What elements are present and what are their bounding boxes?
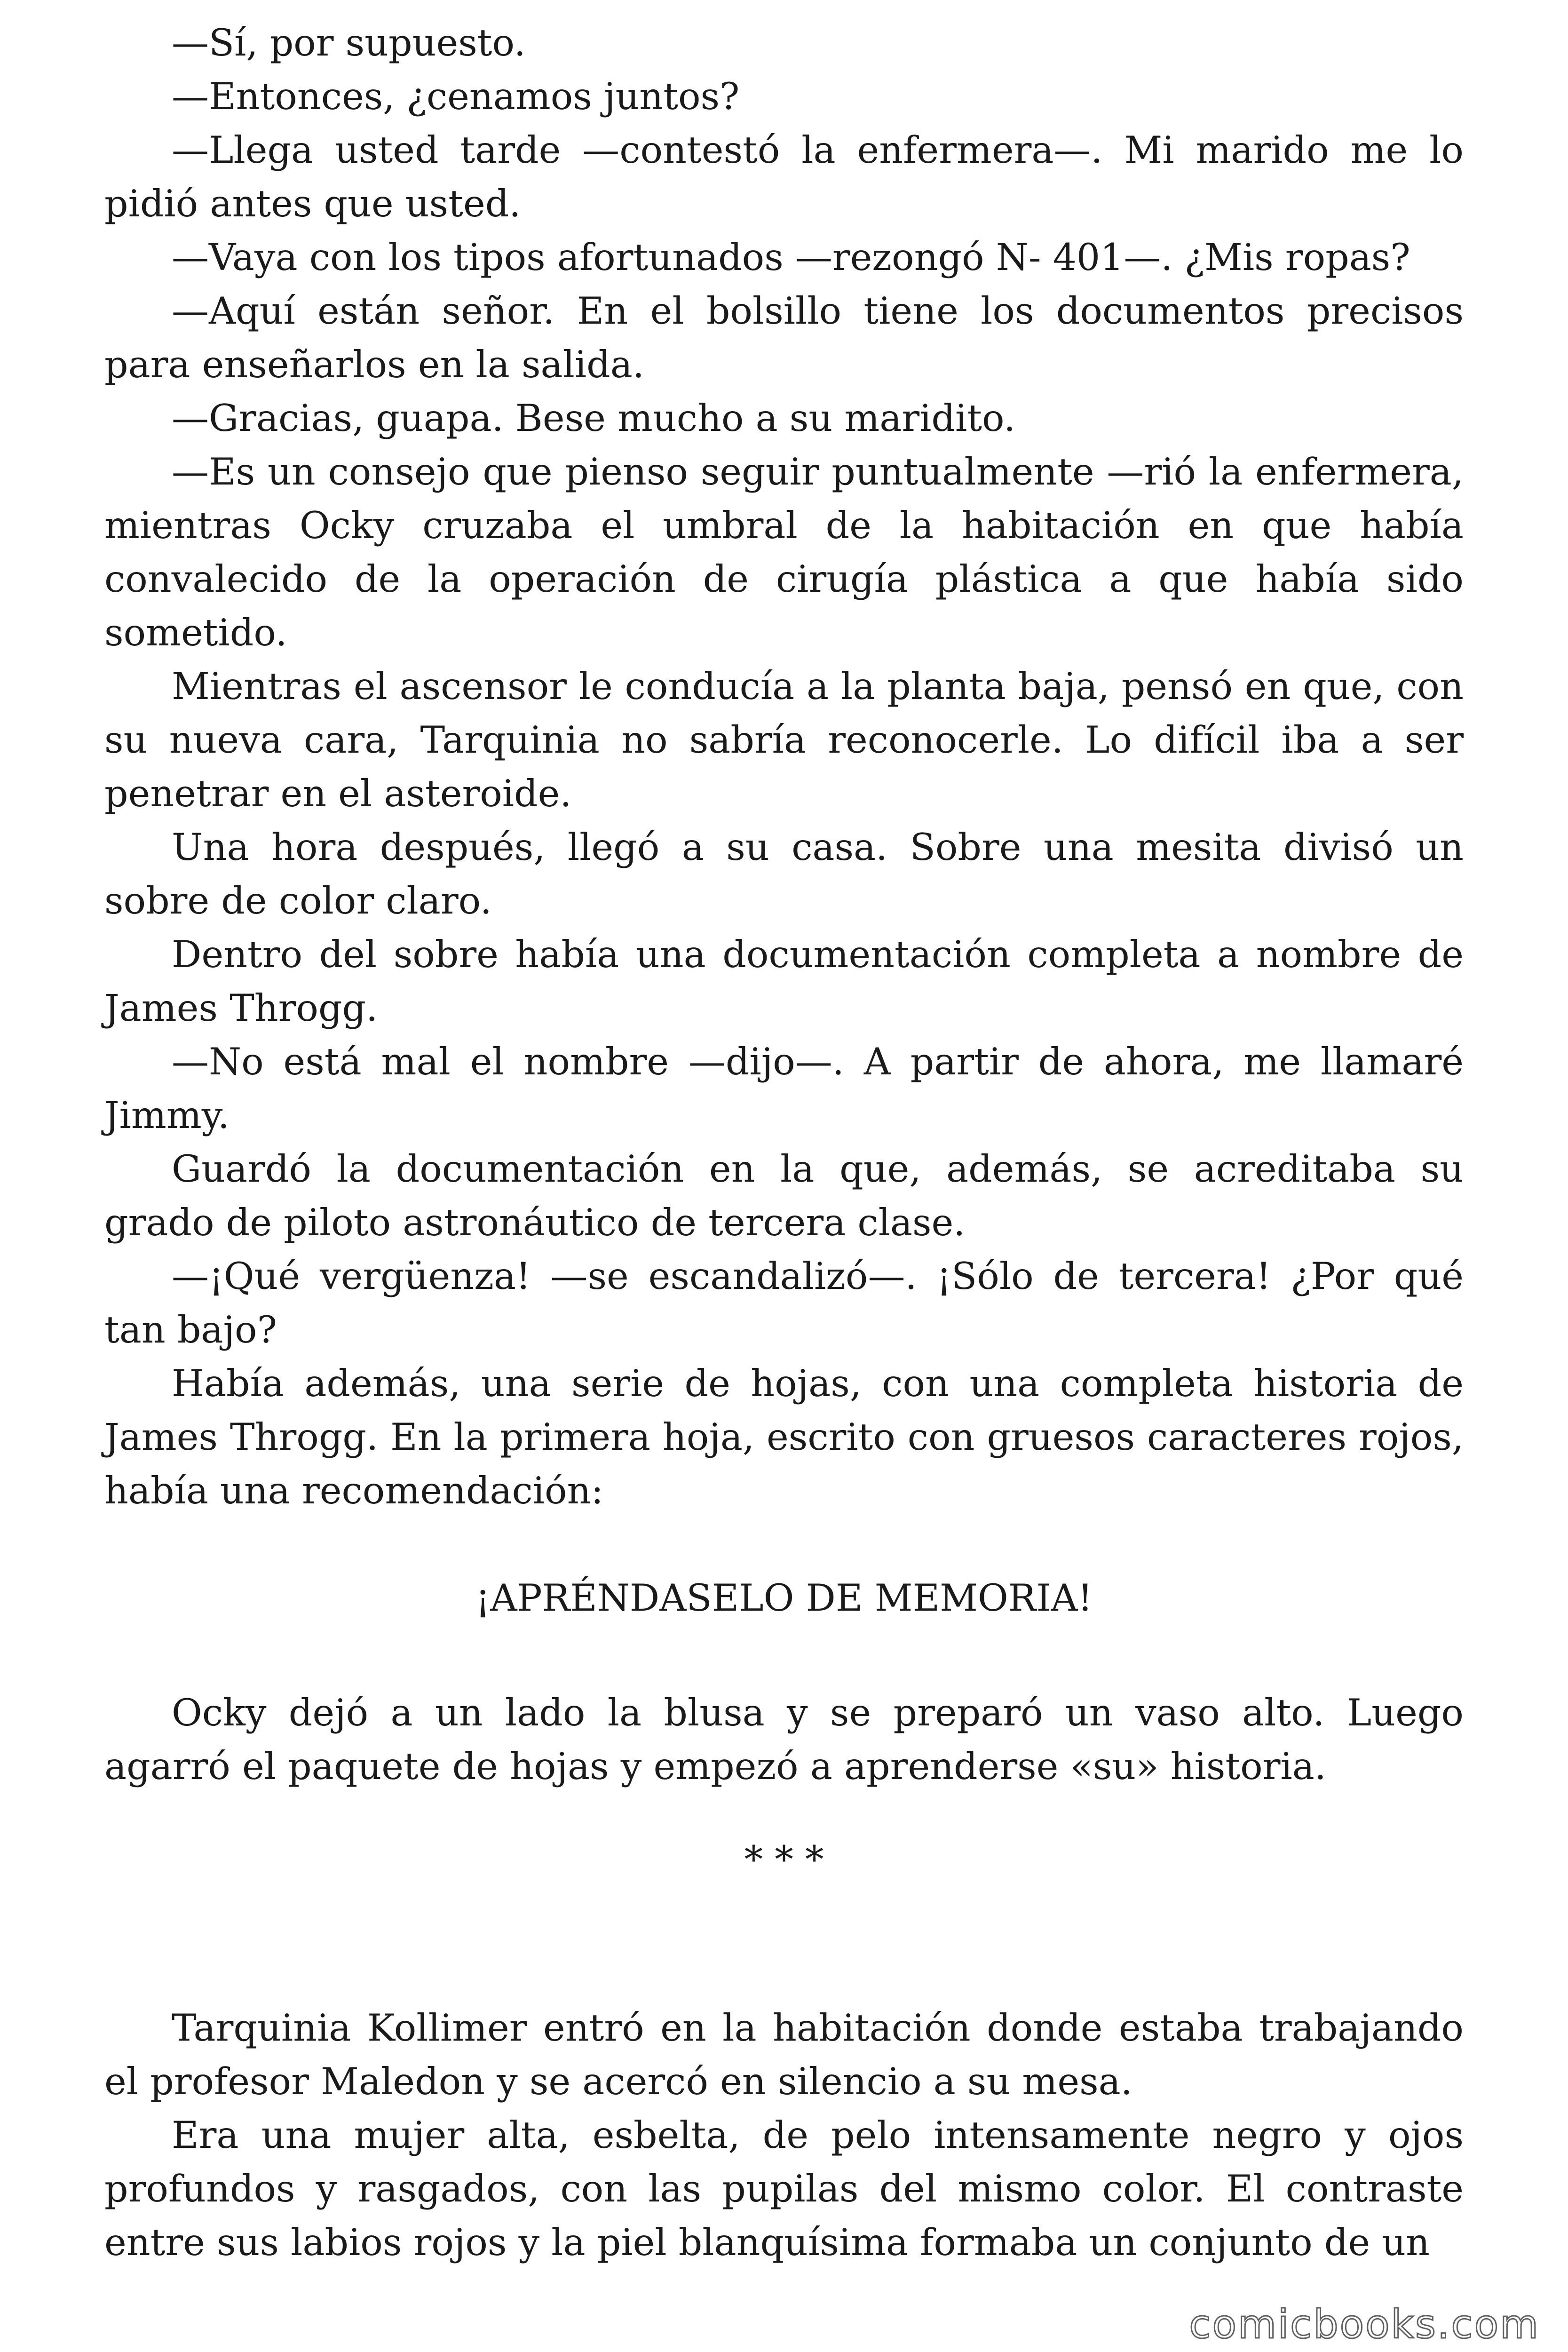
paragraph: —Sí, por supuesto. — [172, 21, 526, 64]
paragraph: —Es un consejo que pienso seguir puntualmente —rió la enfermera, mientras Ocky cruzaba el umbral de la habitación en que había convalecido de la operación de cirugía plástica a que había sido sometido. — [104, 450, 1464, 654]
spacer — [104, 1793, 1464, 1833]
paragraph: —Aquí están señor. En el bolsillo tiene los documentos precisos para enseñarlos en la salida. — [104, 289, 1464, 386]
watermark: comicbooks.com — [1189, 2301, 1540, 2347]
paragraph: —Llega usted tarde —contestó la enfermera—. Mi marido me lo pidió antes que usted. — [104, 128, 1464, 225]
section-heading: ¡APRÉNDASELO DE MEMORIA! — [475, 1576, 1093, 1620]
scene-separator: * * * — [744, 1838, 824, 1881]
book-page — [104, 16, 1464, 2340]
paragraph: —Gracias, guapa. Bese mucho a su maridito. — [172, 397, 1016, 440]
paragraph: Dentro del sobre había una documentación completa a nombre de James Throgg. — [104, 933, 1464, 1030]
paragraph: Mientras el ascensor le conducía a la planta baja, pensó en que, con su nueva cara, Tarquinia no sabría reconocerle. Lo difícil iba a ser penetrar en el asteroide. — [104, 665, 1464, 815]
spacer — [104, 1625, 1464, 1686]
spacer — [104, 1518, 1464, 1571]
paragraph: —No está mal el nombre —dijo—. A partir de ahora, me llamaré Jimmy. — [104, 1040, 1464, 1137]
paragraph: —Entonces, ¿cenamos juntos? — [172, 75, 740, 118]
paragraph: Tarquinia Kollimer entró en la habitación donde estaba trabajando el profesor Maledon y se acercó en silencio a su mesa. — [104, 2006, 1464, 2103]
paragraph: —Vaya con los tipos afortunados —rezongó N- 401—. ¿Mis ropas? — [172, 236, 1410, 279]
paragraph: —¡Qué vergüenza! —se escandalizó—. ¡Sólo de tercera! ¿Por qué tan bajo? — [104, 1255, 1464, 1351]
paragraph: Era una mujer alta, esbelta, de pelo intensamente negro y ojos profundos y rasgados, con las pupilas del mismo color. El contraste entre sus labios rojos y la piel blanquísima formaba un conjunto de un — [104, 2114, 1464, 2264]
paragraph: Guardó la documentación en la que, además, se acreditaba su grado de piloto astronáutico de tercera clase. — [104, 1147, 1464, 1244]
spacer — [104, 1886, 1464, 2001]
paragraph: Una hora después, llegó a su casa. Sobre una mesita divisó un sobre de color claro. — [104, 826, 1464, 922]
paragraph: Había además, una serie de hojas, con una completa historia de James Throgg. En la primera hoja, escrito con gruesos caracteres rojos, había una recomendación: — [104, 1362, 1464, 1512]
paragraph: Ocky dejó a un lado la blusa y se preparó un vaso alto. Luego agarró el paquete de hojas y empezó a aprenderse «su» historia. — [104, 1691, 1464, 1788]
